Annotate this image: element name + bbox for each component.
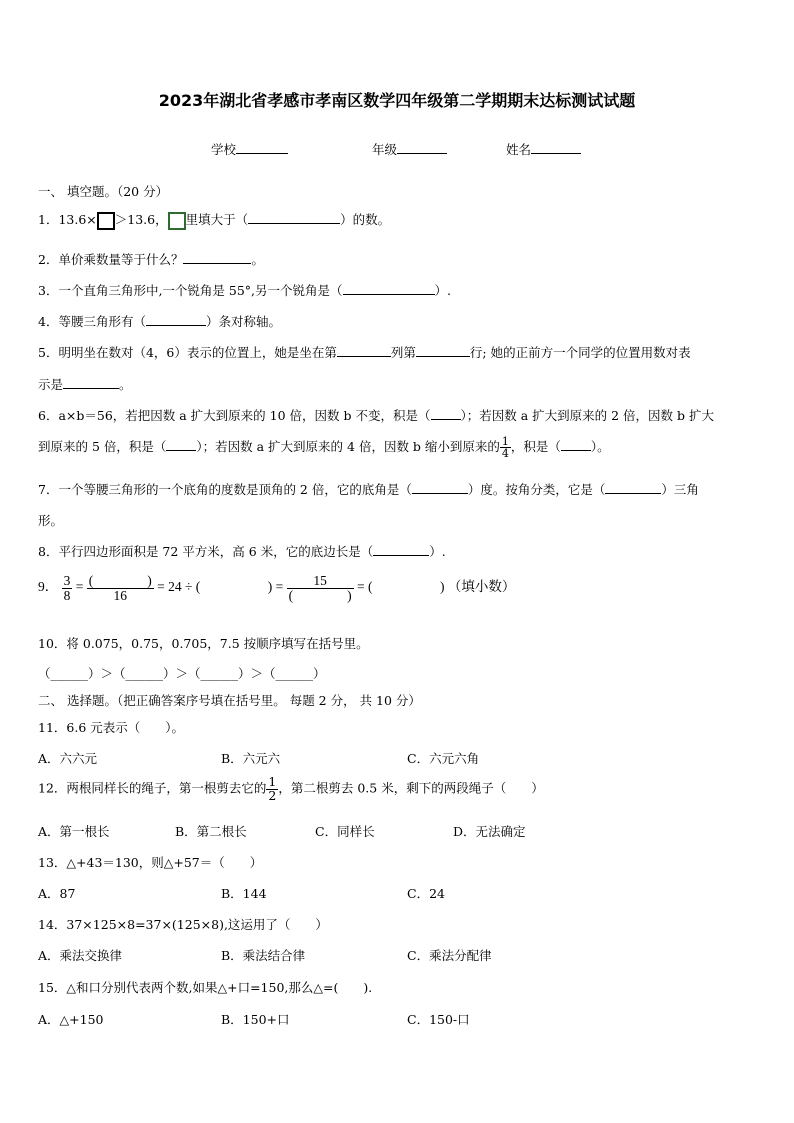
q5-text-a: 5．明明坐在数对（4，6）表示的位置上，她是坐在第: [38, 345, 337, 360]
q8-text: 8．平行四边形面积是 72 平方米，高 6 米，它的底边长是（: [38, 544, 374, 559]
q9-decimal-blank[interactable]: = ( ): [357, 579, 445, 595]
page-title: 2023年湖北省孝感市孝南区数学四年级第二学期期末达标测试试题: [158, 91, 636, 110]
section-2-heading: 二、 选择题。（把正确答案序号填在括号里。 每题 2 分， 共 10 分）: [38, 693, 421, 708]
q12-option-a[interactable]: A．第一根长: [38, 824, 110, 839]
question-5-line-2: [38, 375, 132, 393]
q3-answer-blank[interactable]: [343, 282, 435, 295]
q1-text-d: ）的数。: [340, 212, 391, 227]
q12-text-a: 12．两根同样长的绳子，第一根剪去它的: [38, 780, 267, 796]
q13-option-c[interactable]: C．24: [407, 886, 445, 901]
q7-text-b: ）度。按角分类，它是（: [467, 482, 606, 497]
question-4: [38, 312, 281, 330]
q6-blank-2[interactable]: [166, 438, 196, 451]
question-14: 14．37×125×8=37×(125×8),这运用了（ ）: [38, 917, 328, 932]
question-6-line-1: [38, 406, 714, 424]
q5-text-e: 。: [119, 377, 132, 392]
name-label: 姓名: [506, 142, 532, 157]
name-field: [506, 140, 581, 158]
grade-blank[interactable]: [397, 141, 447, 154]
q9-note: （填小数）: [447, 579, 516, 595]
q1-text-a: 1．13.6×: [38, 212, 97, 227]
q15-option-b[interactable]: B．150+口: [221, 1012, 290, 1027]
q11-option-c[interactable]: C．六元六角: [407, 751, 480, 766]
q7-blank-1[interactable]: [412, 481, 468, 494]
q3-end: ）.: [434, 283, 452, 298]
name-blank[interactable]: [531, 141, 581, 154]
q11-option-b[interactable]: B．六元六: [221, 751, 281, 766]
q4-end: ）条对称轴。: [205, 314, 281, 329]
q3-text: 3．一个直角三角形中,一个锐角是 55°,另一个锐角是（: [38, 283, 343, 298]
question-5-line-1: [38, 343, 691, 361]
q2-answer-blank[interactable]: [183, 251, 251, 264]
fraction-15-over-blank[interactable]: $\frac{15}{( )}$: [288, 573, 352, 603]
q1-text-b: ＞13.6，: [114, 212, 168, 227]
q2-text: 2．单价乘数量等于什么？: [38, 252, 184, 267]
q9-division[interactable]: = 24 ÷ ( ) =: [157, 579, 284, 595]
q8-end: ）.: [429, 544, 446, 559]
question-11: 11．6.6 元表示（ ）。: [38, 720, 185, 735]
q1-text-c: 里填大于（: [185, 212, 249, 227]
q14-option-c[interactable]: C．乘法分配律: [407, 948, 492, 963]
grade-field: [372, 140, 447, 158]
question-10: 10．将 0.075，0.75，0.705，7.5 按顺序填写在括号里。: [38, 636, 369, 651]
q12-text-b: ，第二根剪去 0.5 米，剩下的两段绳子（ ）: [278, 780, 544, 796]
q5-pair-blank[interactable]: [63, 376, 119, 389]
q7-blank-2[interactable]: [605, 481, 661, 494]
q15-option-c[interactable]: C．150-口: [407, 1012, 470, 1027]
question-15: 15．△和口分别代表两个数,如果△+口=150,那么△=( ).: [38, 980, 373, 995]
section-1-heading: 一、 填空题。（20 分）: [38, 184, 169, 199]
square-box-icon: [97, 212, 115, 230]
question-7-line-1: [38, 480, 699, 498]
q5-text-d: 示是: [38, 377, 64, 392]
school-field: [211, 140, 288, 158]
q6-text-c: 到原来的 5 倍，积是（: [38, 439, 167, 454]
grade-label: 年级: [372, 142, 398, 157]
question-10-order[interactable]: （______）＞（______）＞（______）＞（______）: [38, 666, 326, 681]
fraction-blank-over-16[interactable]: $\frac{( )}{16}$: [88, 573, 152, 603]
q6-blank-3[interactable]: [561, 438, 591, 451]
q6-blank-1[interactable]: [431, 407, 461, 420]
q9-equals: =: [75, 579, 84, 595]
question-7-line-2: 形。: [38, 513, 64, 528]
q9-number: 9．: [38, 579, 59, 595]
q14-option-b[interactable]: B．乘法结合律: [221, 948, 306, 963]
fraction-one-quarter: $\frac{1}{4}$: [501, 435, 509, 460]
q2-end: 。: [251, 252, 264, 267]
question-6-line-2: [38, 436, 610, 459]
question-13: 13．△+43＝130，则△+57＝（ ）: [38, 855, 263, 870]
q14-option-a[interactable]: A．乘法交换律: [38, 948, 123, 963]
q11-option-a[interactable]: A．六六元: [38, 751, 98, 766]
q12-option-b[interactable]: B．第二根长: [175, 824, 247, 839]
q13-option-b[interactable]: B．144: [221, 886, 267, 901]
fraction-three-eighths: $\frac{3}{8}$: [63, 573, 71, 603]
q5-text-c: 行; 她的正前方一个同学的位置用数对表: [469, 345, 691, 360]
q6-text-f: ）。: [590, 439, 610, 454]
question-9: [38, 574, 515, 602]
question-3: [38, 281, 451, 299]
q8-answer-blank[interactable]: [373, 543, 429, 556]
q5-column-blank[interactable]: [337, 344, 391, 357]
question-2: [38, 250, 264, 268]
q7-text-a: 7．一个等腰三角形的一个底角的度数是顶角的 2 倍，它的底角是（: [38, 482, 412, 497]
q6-text-b: ）；若因数 a 扩大到原来的 2 倍，因数 b 扩大: [460, 408, 714, 423]
q12-option-c[interactable]: C．同样长: [315, 824, 375, 839]
q4-answer-blank[interactable]: [146, 313, 206, 326]
q6-text-d: ）；若因数 a 扩大到原来的 4 倍，因数 b 缩小到原来的: [196, 439, 500, 454]
q5-row-blank[interactable]: [416, 344, 470, 357]
school-label: 学校: [211, 142, 237, 157]
fraction-one-half: $\frac{1}{2}$: [268, 774, 277, 803]
question-8: [38, 542, 446, 560]
question-12: [38, 776, 544, 802]
q5-text-b: 列第: [390, 345, 416, 360]
square-box-icon: [168, 212, 186, 230]
question-1: [38, 210, 390, 230]
q15-option-a[interactable]: A．△+150: [38, 1012, 104, 1027]
q12-option-d[interactable]: D．无法确定: [453, 824, 526, 839]
q6-text-e: ，积是（: [510, 439, 561, 454]
school-blank[interactable]: [236, 141, 288, 154]
q13-option-a[interactable]: A．87: [38, 886, 76, 901]
q4-text: 4．等腰三角形有（: [38, 314, 146, 329]
q6-text-a: 6．a×b＝56，若把因数 a 扩大到原来的 10 倍，因数 b 不变，积是（: [38, 408, 431, 423]
q1-answer-blank[interactable]: [248, 211, 340, 224]
q7-text-c: ）三角: [661, 482, 699, 497]
